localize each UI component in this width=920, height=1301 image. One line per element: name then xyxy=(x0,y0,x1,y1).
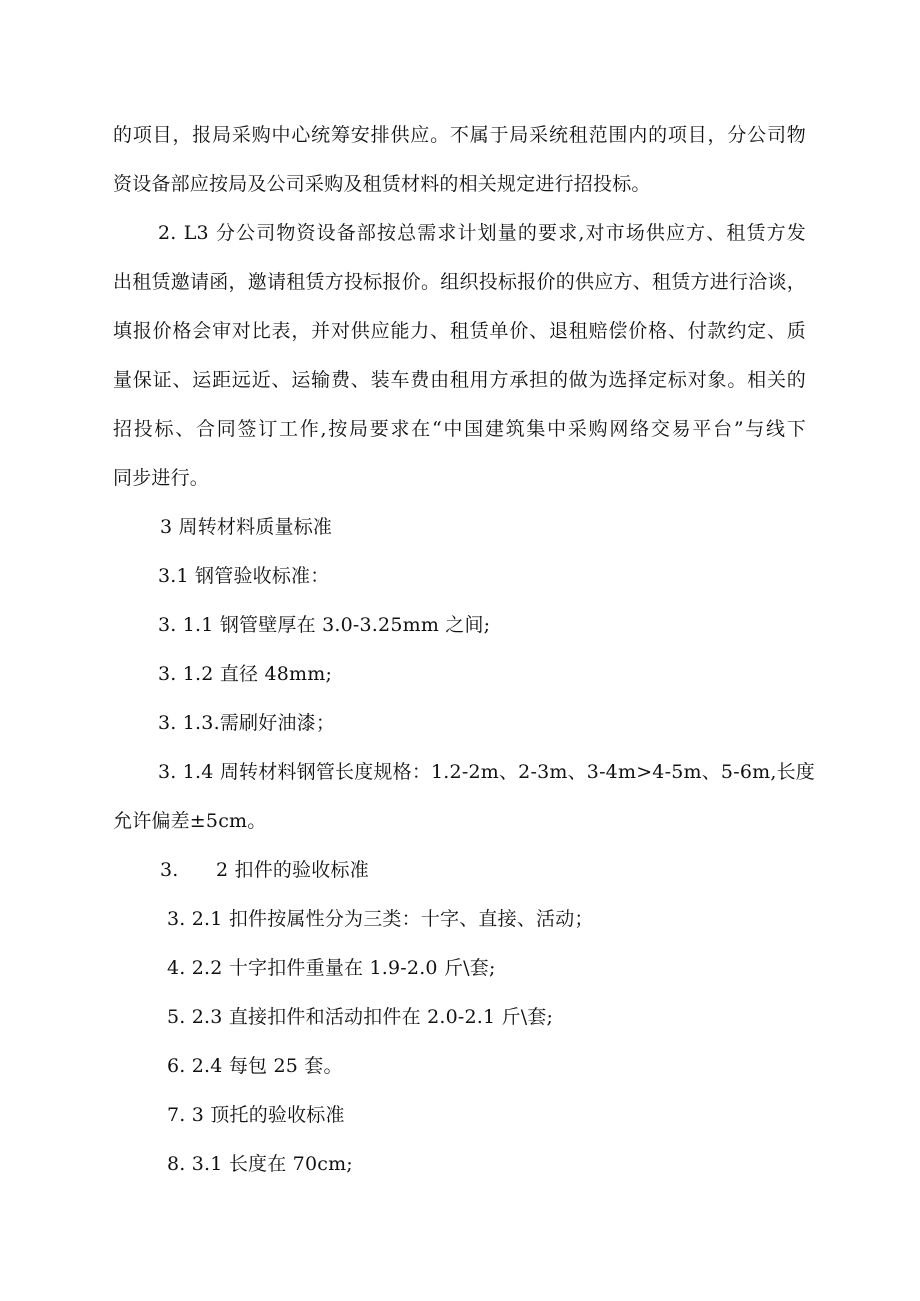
item-3-1-4-line-2: 允许偏差±5cm。 xyxy=(113,810,267,832)
item-3-1-3: 3. 1.3.需刷好油漆； xyxy=(158,712,336,734)
paragraph-1-line-2: 资设备部应按局及公司采购及租赁材料的相关规定进行招投标。 xyxy=(113,173,651,195)
paragraph-2-line-6: 同步进行。 xyxy=(113,467,210,489)
paragraph-2-line-4: 量保证、运距远近、运输费、装车费由租用方承担的做为选择定标对象。相关的 xyxy=(113,369,806,391)
paragraph-2-line-1: 2. L3 分公司物资设备部按总需求计划量的要求,对市场供应方、租赁方发 xyxy=(158,222,806,244)
paragraph-2-line-3: 填报价格会审对比表，并对供应能力、租赁单价、退租赔偿价格、付款约定、质 xyxy=(113,320,806,342)
item-3-1-4-line-1: 3. 1.4 周转材料钢管长度规格：1.2-2m、2-3m、3-4m>4-5m、5-6m,长度 xyxy=(158,761,815,783)
item-8-3-1: 8. 3.1 长度在 70cm; xyxy=(167,1153,353,1175)
item-3-2-1: 3. 2.1 扣件按属性分为三类：十字、直接、活动； xyxy=(167,908,594,930)
paragraph-2-line-2: 出租赁邀请函，邀请租赁方投标报价。组织投标报价的供应方、租赁方进行洽谈， xyxy=(113,271,806,293)
subsection-3-2: 3. 2 扣件的验收标准 xyxy=(160,859,369,881)
item-6-2-4: 6. 2.4 每包 25 套。 xyxy=(167,1055,343,1077)
item-3-1-1: 3. 1.1 钢管壁厚在 3.0-3.25mm 之间; xyxy=(158,614,491,636)
paragraph-1-line-1: 的项目，报局采购中心统筹安排供应。不属于局采统租范围内的项目，分公司物 xyxy=(113,124,806,146)
item-5-2-3: 5. 2.3 直接扣件和活动扣件在 2.0-2.1 斤\套; xyxy=(167,1006,554,1028)
subsection-3-1: 3.1 钢管验收标准： xyxy=(158,565,330,587)
paragraph-2-line-5: 招投标、合同签订工作,按局要求在“中国建筑集中采购网络交易平台”与线下 xyxy=(113,418,806,440)
subsection-7-3: 7. 3 顶托的验收标准 xyxy=(167,1104,345,1126)
item-3-1-2: 3. 1.2 直径 48mm; xyxy=(158,663,333,685)
item-4-2-2: 4. 2.2 十字扣件重量在 1.9-2.0 斤\套; xyxy=(167,957,496,979)
section-heading-3: 3 周转材料质量标准 xyxy=(160,516,333,538)
